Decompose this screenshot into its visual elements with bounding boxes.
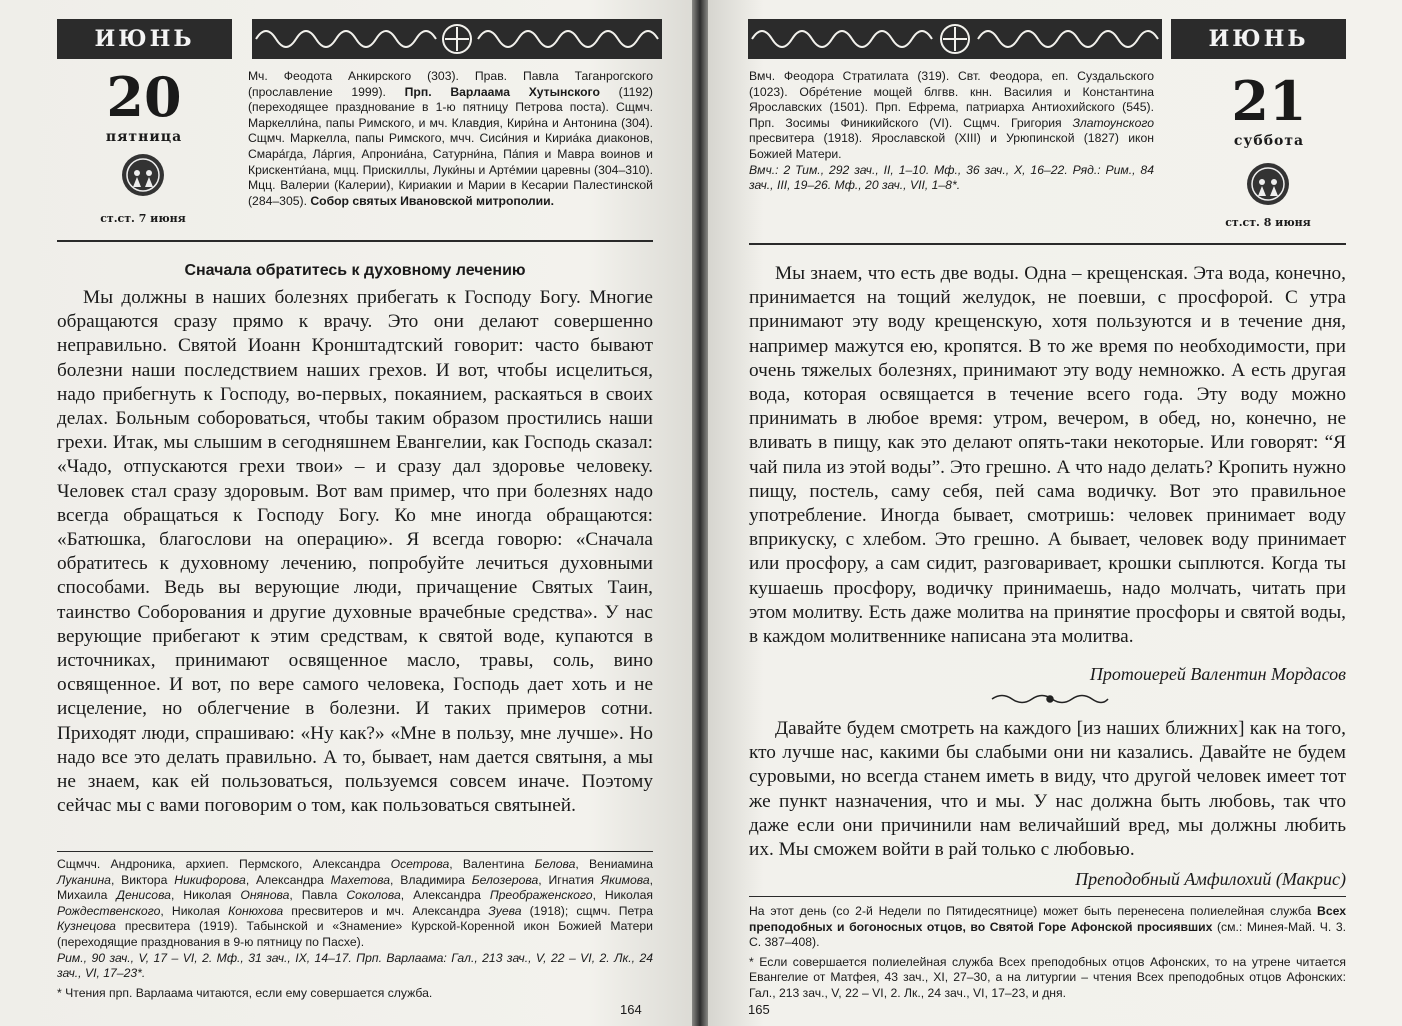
month-label: ИЮНЬ (1171, 19, 1346, 59)
footnote-rule (57, 851, 653, 852)
right-page (708, 0, 1402, 1026)
article-body: Мы знаем, что есть две воды. Одна – крещенская. Эта вода, конечно, принимается на тощий желудок, не поевши, с просфорой. С утра принимают эту воду крещенскую, хотя пользуются и в течение дня, например мажутся ею, кропятся. В то же время по необходимости, при очень тяжелых болезнях, принимают эту воду немножко. А есть другая вода, которая освящается в течение всего года. Эту воду можно принимать в любое время: утром, вечером, в обед, но, конечно, не вливать в пищу, как это делают опять-таки некоторые. Или говорят: “Я чай пила из этой воды”. Это грешно. А что надо делать? Кропить нужно пищу, постель, саму себя, пей сама водичку. Вот это правильное употребление. Иногда бывает, смотришь: человек принимает воду вприкуску, с хлебом. Это грешно. А бывает, человек воду принимает или просфору, а сам сидит, разговаривает, крошки сыплются. Когда ты кушаешь просфору, водичку принимаешь, надо молчать, читать при этом молитву. Есть даже молитва на принятие просфоры и святой воды, в каждом молитвеннике написана эта молитва. (749, 263, 1346, 648)
left-page (0, 0, 692, 1026)
asterisk-note: * Чтения прп. Варлаама читаются, если ему совершается служба. (57, 985, 433, 1000)
ornament-band-icon (252, 19, 662, 59)
saints-of-the-day: Мч. Феодота Анкирского (303). Прав. Павла Таганрогского (прославление 1999). Прп. Варлаама Хутынского (1192) (переходящее празднование в 1-ю пятницу Петрова поста). Сщмч. Маркелли́на, папы Римского, и мч. Клавдия, Кири́на и Антонина (304). Сщмч. Маркелла, папы Римского, мчч. Сиси́ния и Кириа́ка диаконов, Смара́гда, Ла́ргия, Апрониа́на, Сатурни́на, Па́пия и Мавра воинов и Крискенти́ана, мцц. Прискиллы, Луки́ны и Арте́мии царевны (304–310). Мцц. Валерии (Калерии), Кириакии и Марии в Кесарии Палестинской (284–305). Собор святых Ивановской митрополии. (248, 69, 653, 208)
author-signature: Протоиерей Валентин Мордасов (1089, 664, 1346, 684)
article-heading: Сначала обратитесь к духовному лечению (184, 262, 526, 279)
asterisk-note: * Если совершается полиелейная служба Всех преподобных отцов Афонских, то на утрене читается Евангелие от Матфея, 43 зач., XI, 27–30, а на литургии – чтения Всех преподобных отцов Афонских: Гал., 213 зач., V, 22 – VI, 2. Лк., 24 зач., VI, 17–23, и дня. (749, 954, 1346, 1000)
article-body: Мы должны в наших болезнях прибегать к Господу Богу. Многие обращаются сразу прямо к врачу. Это они делают совершенно неправильно. Святой Иоанн Кронштадтский говорит: часто бывают болезни наши последствием наших грехов. И вот, чтобы исцелиться, надо прибегнуть к Господу, во-первых, покаянием, раскаяться в своих делах. Больным собороваться, чтобы таким образом простились наши грехи. Итак, мы слышим в сегодняшнем Евангелии, как Господь сказал: «Чадо, отпускаются грехи твои» – и сразу дал здоровье человеку. Человек стал сразу здоровым. Вот вам пример, что при болезнях надо всегда обращаться к Господу Богу. Ко мне иногда обращаются: «Батюшка, благослови на операцию». Я всегда говорю: «Сначала обратитесь к духовному лечению, попробуйте лечиться духовными способами. Ведь вы верующие люди, причащение Святых Таин, таинство Соборования и другие духовные врачебные средства». У нас верующие прибегают к этим средствам, к святой воде, купаются в источниках, принимают освященное масло, травы, соль, вино освященное. И вот, по вере самого человека, Господь дает хоть и не исцеление, но облегчение в болезни. И таких примеров сотни. Приходят люди, спрашиваю: «Ну как?» «Мне в пользу, мне лучше». Но надо все это делать правильно. А то, бывает, нам дается святыня, а мы не знаем, как ей пользоваться, пользуемся совсем иначе. Поэтому сейчас мы с вами поговорим о том, как пользоваться святыней. (57, 287, 653, 817)
page-number: 165 (748, 1002, 770, 1017)
header-rule (749, 243, 1346, 245)
article-body-2: Давайте будем смотреть на каждого [из наших ближних] как на того, кто лучше нас, какими бы слабыми они ни казались. Давайте не будем суровыми, но всегда станем иметь в виду, что другой человек имеет тот же пункт назначения, что и мы. У нас должна быть любовь, так что даже если они причинили нам величайший вред, мы должны любить их. Мы сможем войти в рай только с любовью. (749, 718, 1346, 861)
vine-divider-icon (990, 691, 1110, 710)
footnote: На этот день (со 2-й Недели по Пятидесятнице) может быть перенесена полиелейная служба Всех преподобных и богоносных отцов, во Святой Горе Афонской просиявших (см.: Минея-Май. Ч. 3. С. 387–408). * Если совершается полиелейная служба Всех преподобных отцов Афонских, то на утрене читается Евангелие от Матфея, 43 зач., XI, 27–30, а на литургии – чтения Всех преподобных отцов Афонских: Гал., 213 зач., V, 22 – VI, 2. Лк., 24 зач., VI, 17–23, и дня. (749, 904, 1346, 1000)
ornament-band-icon (748, 19, 1162, 59)
old-style-date: ст.ст. 8 июня (1225, 216, 1311, 229)
footnote: Сщмчч. Андроника, архиеп. Пермского, Александра Осетрова, Валентина Белова, Вениамина Луканина, Виктора Никифорова, Александра Махетова, Владимира Белозерова, Игнатия Якимова, Михаила Денисова, Николая Онянова, Павла Соколова, Александра Преображенского, Николая Рождественского, Николая Конюхова пресвитеров и мч. Александра Зуева (1918); сщмч. Петра Кузнецова пресвитера (1919). Табынской и «Знамение» Курской-Коренной икон Божией Матери (переходящие празднования в 9-ю пятницу по Пасхе). Рим., 90 зач., V, 17 – VI, 2. Мф., 31 зач., IX, 14–17. Прп. Варлаама: Гал., 213 зач., V, 22 – VI, 2. Лк., 24 зач., VI, 17–23*. * Чтения прп. Варлаама читаются, если ему совершается служба. (57, 857, 654, 1000)
author-signature-2: Преподобный Амфилохий (Макрис) (1075, 869, 1346, 889)
readings: Рим., 90 зач., V, 17 – VI, 2. Мф., 31 зач., IX, 14–17. Прп. Варлаама: Гал., 213 зач., V, 22 – VI, 2. Лк., 24 зач., VI, 17–23*. (57, 950, 653, 981)
old-style-date: ст.ст. 7 июня (100, 212, 186, 225)
month-label: ИЮНЬ (57, 19, 232, 59)
weekday: суббота (1233, 133, 1305, 149)
weekday: пятница (105, 129, 183, 145)
page-number: 164 (620, 1002, 642, 1017)
saints-of-the-day: Вмч. Феодора Стратилата (319). Свт. Феодора, еп. Суздальского (1023). Обре́тение мощей блгвв. кнн. Василия и Константина Ярославских (1501). Прп. Ефрема, патриарха Антиохийского (545). Прп. Зосимы Финикийского (VI). Сщмч. Григория Златоунского пресвитера (1918). Ярославской (XIII) и Урюпинской (1827) икон Божией Матери. Вмч.: 2 Тим., 292 зач., II, 1–10. Мф., 36 зач., X, 16–22. Ряд.: Рим., 84 зач., III, 19–26. Мф., 20 зач., VII, 1–8*. (749, 69, 1154, 193)
petrov-post-saints-icon (1247, 163, 1289, 205)
day-number: 20 (106, 65, 182, 129)
footnote-rule (749, 896, 1346, 897)
day-number: 21 (1231, 69, 1307, 133)
petrov-post-saints-icon (122, 154, 164, 196)
book-gutter (692, 0, 708, 1026)
header-rule (57, 240, 653, 242)
